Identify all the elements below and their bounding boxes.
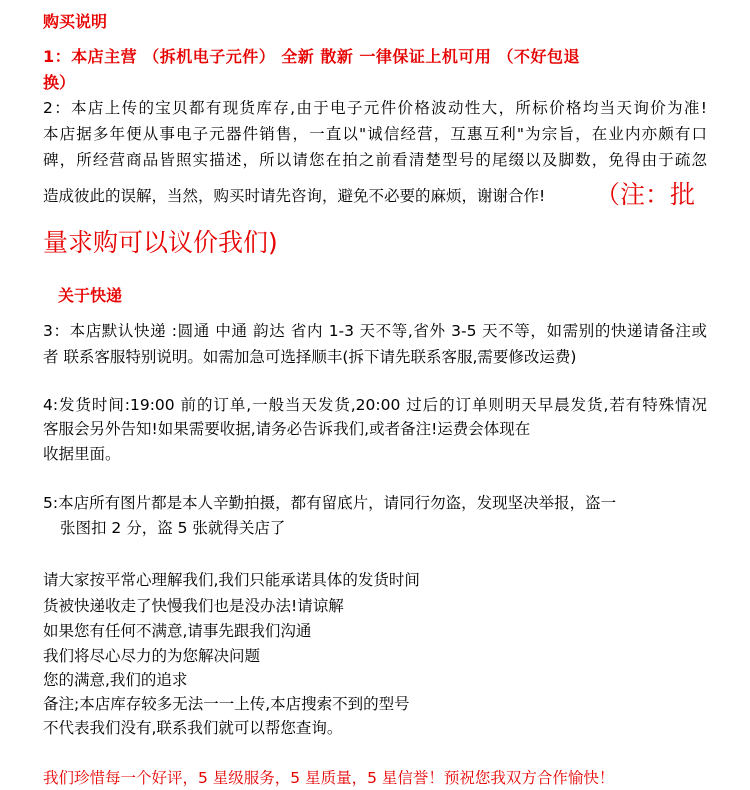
purchase-item2-line2: 本店据多年便从事电子元器件销售，一直以"诚信经营，互惠互利"为宗旨，在业内亦颇有口 (43, 125, 707, 143)
express-item3-line2: 者 联系客服特别说明。如需加急可选择顺丰(拆下请先联系客服,需要修改运费) (43, 348, 577, 366)
express-item4-line2: 客服会另外告知!如果需要收据,请务必告诉我们,或者备注!运费会体现在 (43, 420, 531, 438)
express-item3-line1: 3：本店默认快递 :圆通 中通 韵达 省内 1-3 天不等,省外 3-5 天不等，如需别的快递请备注或 (43, 322, 707, 340)
closing-line: 您的满意,我们的追求 (43, 671, 188, 689)
closing-line: 如果您有任何不满意,请事先跟我们沟通 (43, 622, 312, 640)
closing-footer: 我们珍惜每一个好评，5 星级服务，5 星质量，5 星信誉！预祝您我双方合作愉快！ (43, 769, 615, 787)
closing-line: 请大家按平常心理解我们,我们只能承诺具体的发货时间 (43, 571, 420, 589)
express-section-title: 关于快递 (58, 286, 123, 305)
express-item4-line1: 4:发货时间:19:00 前的订单,一般当天发货,20:00 过后的订单则明天早晨发货,若有特殊情况 (43, 396, 707, 414)
purchase-item1-line2: 换） (43, 73, 76, 92)
express-item5-line1: 5:本店所有图片都是本人辛勤拍摄，都有留底片，请同行勿盗，发现坚决举报，盗一 (43, 494, 617, 512)
purchase-item2-line4: 造成彼此的误解，当然，购买时请先咨询，避免不必要的麻烦，谢谢合作! (43, 187, 546, 205)
purchase-item1-line1: 1：本店主营 （拆机电子元件） 全新 散新 一律保证上机可用 （不好包退 (43, 47, 580, 66)
bulk-note-part2: 量求购可以议价我们) (43, 228, 278, 257)
closing-line: 备注;本店库存较多无法一一上传,本店搜索不到的型号 (43, 695, 410, 713)
closing-line: 不代表我们没有,联系我们就可以帮您查询。 (43, 719, 343, 737)
bulk-note-part1: （注：批 (595, 180, 696, 209)
closing-line: 货被快递收走了快慢我们也是没办法!请谅解 (43, 597, 344, 615)
closing-line: 我们将尽心尽力的为您解决问题 (43, 647, 261, 665)
express-item4-line3: 收据里面。 (43, 445, 121, 463)
purchase-section-title: 购买说明 (43, 12, 108, 31)
purchase-item2-line4-row (43, 175, 711, 211)
purchase-item2-line3: 碑，所经营商品皆照实描述，所以请您在拍之前看清楚型号的尾缀以及脚数，免得由于疏忽 (43, 151, 707, 169)
express-item5-line2: 张图扣 2 分，盗 5 张就得关店了 (60, 519, 286, 537)
purchase-item2-line1: 2：本店上传的宝贝都有现货库存,由于电子元件价格波动性大，所标价格均当天询价为准! (43, 99, 707, 117)
